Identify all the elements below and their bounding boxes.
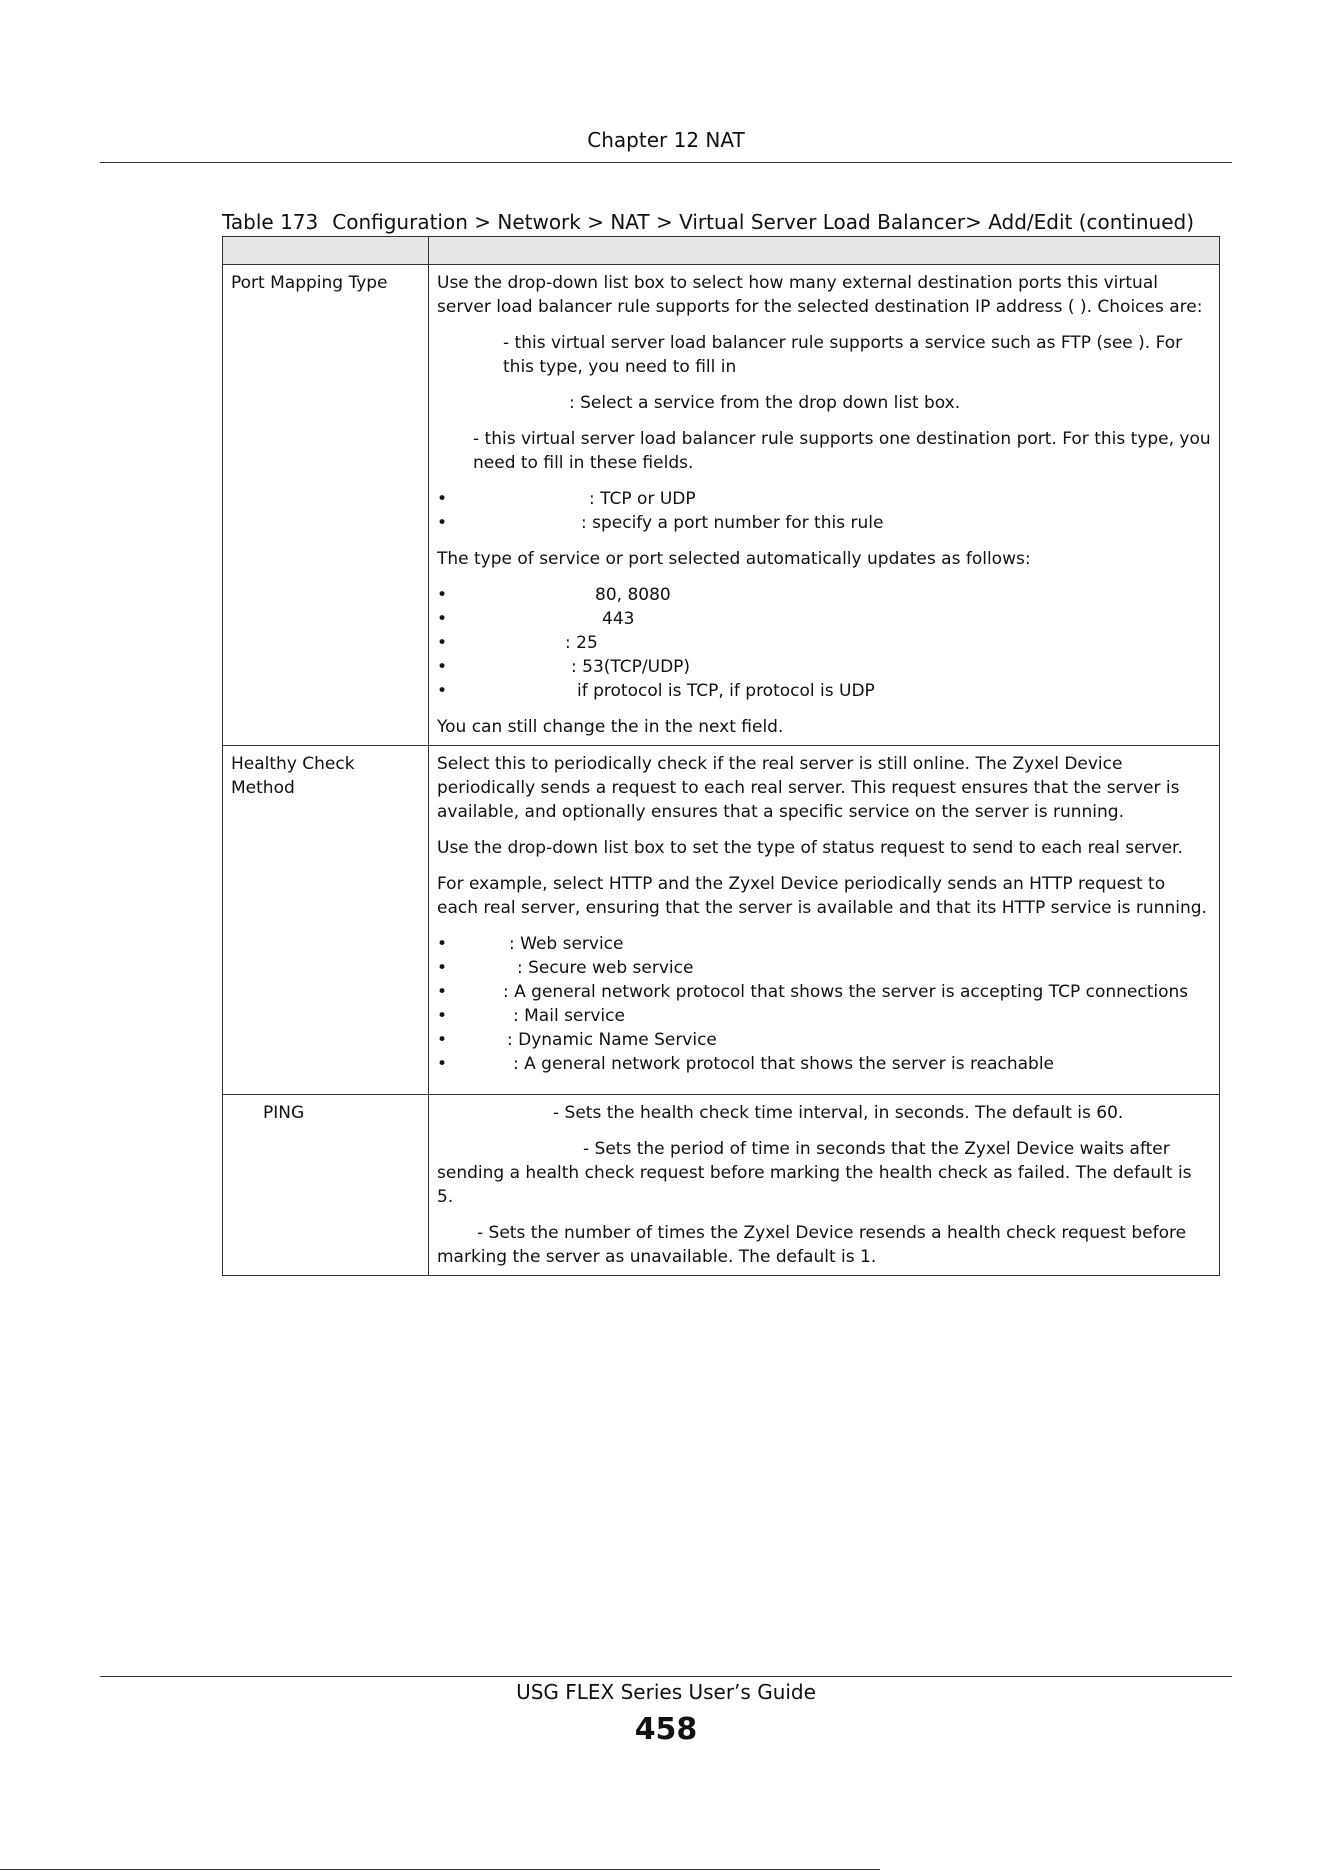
list-item: • : TCP or UDP <box>437 487 1211 511</box>
row-description-healthy-check <box>429 746 1220 1095</box>
healthy-check-dropdown: Use the drop-down list box to set the type of status request to send to each real server. <box>437 838 1183 858</box>
row-label-healthy-check: Healthy Check Method <box>223 746 429 1095</box>
list-item: • : Web service <box>437 932 1211 956</box>
page-number: 458 <box>634 1712 698 1747</box>
table-number: Table 173 <box>222 210 319 234</box>
row-description-port-mapping <box>429 265 1220 746</box>
config-table <box>222 236 1220 1276</box>
table-title: Configuration > Network > NAT > Virtual Server Load Balancer> Add/Edit (continued) <box>332 210 1195 234</box>
row-description-ping <box>429 1095 1220 1276</box>
healthy-check-intro: Select this to periodically check if the real server is still online. The Zyxel Device periodically sends a request to each real server. This request ensures that the server is available, and optionally ensures that a specific service on the server is running. <box>437 754 1180 822</box>
list-item: • 80, 8080 <box>437 583 1211 607</box>
row-label-port-mapping: Port Mapping Type <box>223 265 429 746</box>
list-item: • if protocol is TCP, if protocol is UDP <box>437 679 1211 703</box>
row-label-ping: PING <box>223 1095 429 1276</box>
page-header: Chapter 12 NAT <box>587 128 745 152</box>
list-item: • : 25 <box>437 631 1211 655</box>
ping-retries: - Sets the number of times the Zyxel Device resends a health check request before marking the server as unavailable. The default is 1. <box>437 1223 1187 1267</box>
header-cell-label <box>223 237 429 265</box>
list-item: • : Dynamic Name Service <box>437 1028 1211 1052</box>
port-mapping-intro: Use the drop-down list box to select how many external destination ports this virtual server load balancer rule supports for the selected destination IP address ( ). Choices are: <box>437 273 1203 317</box>
service-ports-list <box>437 583 1211 703</box>
guide-title: USG FLEX Series User’s Guide <box>516 1680 816 1704</box>
table-row-ping <box>223 1095 1220 1276</box>
bottom-divider <box>0 1869 880 1870</box>
port-mapping-auto-update: The type of service or port selected automatically updates as follows: <box>437 549 1031 569</box>
port-mapping-port-option: - this virtual server load balancer rule supports one destination port. For this type, you need to fill in these fields. <box>473 429 1211 473</box>
port-mapping-service-field: : Select a service from the drop down list box. <box>569 393 961 413</box>
list-item: • : A general network protocol that shows the server is accepting TCP connections <box>437 980 1211 1004</box>
table-row-healthy-check <box>223 746 1220 1095</box>
port-fields-list <box>437 487 1211 535</box>
footer-divider <box>100 1676 1232 1677</box>
header-divider <box>100 162 1232 163</box>
ping-interval: - Sets the health check time interval, in seconds. The default is 60. <box>553 1103 1124 1123</box>
list-item: • : Secure web service <box>437 956 1211 980</box>
header-cell-description <box>429 237 1220 265</box>
table-header-row <box>223 237 1220 265</box>
health-methods-list <box>437 932 1211 1076</box>
list-item: • : Mail service <box>437 1004 1211 1028</box>
list-item: • : 53(TCP/UDP) <box>437 655 1211 679</box>
table-caption <box>222 210 1194 234</box>
list-item: • : specify a port number for this rule <box>437 511 1211 535</box>
healthy-check-example: For example, select HTTP and the Zyxel Device periodically sends an HTTP request to each real server, ensuring that the server is available and that its HTTP service is running. <box>437 874 1207 918</box>
ping-timeout: - Sets the period of time in seconds that the Zyxel Device waits after sending a health check request before marking the health check as failed. The default is 5. <box>437 1139 1192 1207</box>
list-item: • : A general network protocol that shows the server is reachable <box>437 1052 1211 1076</box>
port-mapping-service-option: - this virtual server load balancer rule supports a service such as FTP (see ). For this type, you need to fill in <box>503 333 1183 377</box>
table-row-port-mapping <box>223 265 1220 746</box>
port-mapping-note: You can still change the in the next field. <box>437 717 784 737</box>
list-item: • 443 <box>437 607 1211 631</box>
